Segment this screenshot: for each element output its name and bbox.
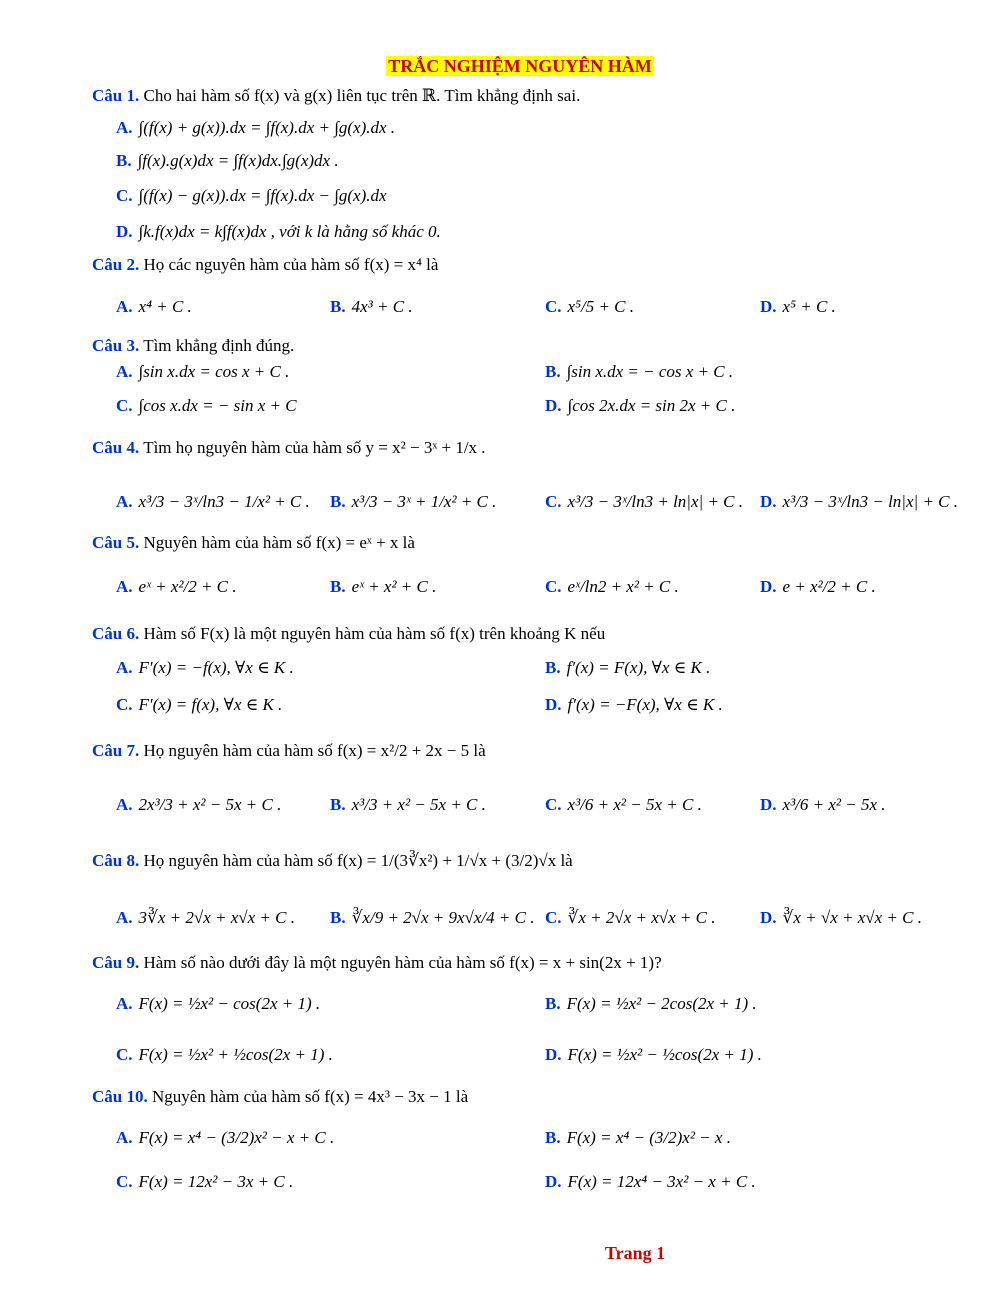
option-5b: B. eˣ + x² + C .	[330, 577, 437, 596]
option-4c: C. x³/3 − 3ˣ/ln3 + ln|x| + C .	[545, 492, 744, 511]
option-10d: D. F(x) = 12x⁴ − 3x² − x + C .	[545, 1172, 756, 1191]
option-5a: A. eˣ + x²/2 + C .	[116, 577, 237, 596]
option-6b: B. f′(x) = F(x), ∀x ∈ K .	[545, 658, 711, 677]
question-3: Câu 3. Tìm khẳng định đúng.	[92, 336, 295, 355]
option-4b: B. x³/3 − 3ˣ + 1/x² + C .	[330, 492, 497, 511]
option-4a: A. x³/3 − 3ˣ/ln3 − 1/x² + C .	[116, 492, 310, 511]
option-7c: C. x³/6 + x² − 5x + C .	[545, 795, 702, 814]
option-3b: B. ∫sin x.dx = − cos x + C .	[545, 362, 734, 381]
option-10b: B. F(x) = x⁴ − (3/2)x² − x .	[545, 1128, 731, 1147]
question-4: Câu 4. Tìm họ nguyên hàm của hàm số y = x² − 3ˣ + 1/x .	[92, 438, 486, 457]
question-8: Câu 8. Họ nguyên hàm của hàm số f(x) = 1/(3∛x²) + 1/√x + (3/2)√x là	[92, 851, 573, 870]
question-10: Câu 10. Nguyên hàm của hàm số f(x) = 4x³ − 3x − 1 là	[92, 1087, 469, 1106]
question-1	[92, 86, 580, 106]
option-5d: D. e + x²/2 + C .	[760, 577, 876, 596]
option-7b: B. x³/3 + x² − 5x + C .	[330, 795, 486, 814]
option-8a: A. 3∛x + 2√x + x√x + C .	[116, 908, 295, 927]
option-6a: A. F′(x) = −f(x), ∀x ∈ K .	[116, 658, 294, 677]
option-1c: C. ∫(f(x) − g(x)).dx = ∫f(x).dx − ∫g(x).dx	[116, 186, 387, 205]
question-9: Câu 9. Hàm số nào dưới đây là một nguyên hàm của hàm số f(x) = x + sin(2x + 1)?	[92, 953, 662, 972]
option-2a: A. x⁴ + C .	[116, 297, 192, 316]
option-10a: A. F(x) = x⁴ − (3/2)x² − x + C .	[116, 1128, 335, 1147]
option-3a: A. ∫sin x.dx = cos x + C .	[116, 362, 290, 381]
question-text: Cho hai hàm số f(x) và g(x) liên tục trên ℝ. Tìm khẳng định sai.	[143, 86, 581, 105]
option-1b: B. ∫f(x).g(x)dx = ∫f(x)dx.∫g(x)dx .	[116, 151, 339, 170]
option-2d: D. x⁵ + C .	[760, 297, 836, 316]
question-label: Câu 1.	[92, 86, 140, 105]
option-9c: C. F(x) = ½x² + ½cos(2x + 1) .	[116, 1045, 333, 1064]
option-8c: C. ∛x + 2√x + x√x + C .	[545, 908, 716, 927]
page-title: TRẮC NGHIỆM NGUYÊN HÀM	[388, 56, 652, 76]
option-9a: A. F(x) = ½x² − cos(2x + 1) .	[116, 994, 321, 1013]
option-7d: D. x³/6 + x² − 5x .	[760, 795, 886, 814]
option-9b: B. F(x) = ½x² − 2cos(2x + 1) .	[545, 994, 757, 1013]
option-1d: D. ∫k.f(x)dx = k∫f(x)dx , với k là hằng số khác 0.	[116, 222, 441, 241]
option-3c: C. ∫cos x.dx = − sin x + C	[116, 396, 297, 415]
option-8d: D. ∛x + √x + x√x + C .	[760, 908, 922, 927]
question-6: Câu 6. Hàm số F(x) là một nguyên hàm của hàm số f(x) trên khoảng K nếu	[92, 624, 606, 643]
option-2c: C. x⁵/5 + C .	[545, 297, 635, 316]
question-2: Câu 2. Họ các nguyên hàm của hàm số f(x) = x⁴ là	[92, 255, 439, 274]
page-number: Trang 1	[604, 1243, 666, 1263]
option-6c: C. F′(x) = f(x), ∀x ∈ K .	[116, 695, 283, 714]
question-7: Câu 7. Họ nguyên hàm của hàm số f(x) = x²/2 + 2x − 5 là	[92, 741, 486, 760]
option-6d: D. f′(x) = −F(x), ∀x ∈ K .	[545, 695, 723, 714]
question-5: Câu 5. Nguyên hàm của hàm số f(x) = eˣ + x là	[92, 533, 415, 552]
option-9d: D. F(x) = ½x² − ½cos(2x + 1) .	[545, 1045, 762, 1064]
option-2b: B. 4x³ + C .	[330, 297, 413, 316]
option-8b: B. ∛x/9 + 2√x + 9x√x/4 + C .	[330, 908, 535, 927]
option-10c: C. F(x) = 12x² − 3x + C .	[116, 1172, 294, 1191]
option-1a: A. ∫(f(x) + g(x)).dx = ∫f(x).dx + ∫g(x).dx .	[116, 118, 396, 137]
option-4d: D. x³/3 − 3ˣ/ln3 − ln|x| + C .	[760, 492, 959, 511]
option-3d: D. ∫cos 2x.dx = sin 2x + C .	[545, 396, 736, 415]
option-5c: C. eˣ/ln2 + x² + C .	[545, 577, 679, 596]
option-7a: A. 2x³/3 + x² − 5x + C .	[116, 795, 282, 814]
